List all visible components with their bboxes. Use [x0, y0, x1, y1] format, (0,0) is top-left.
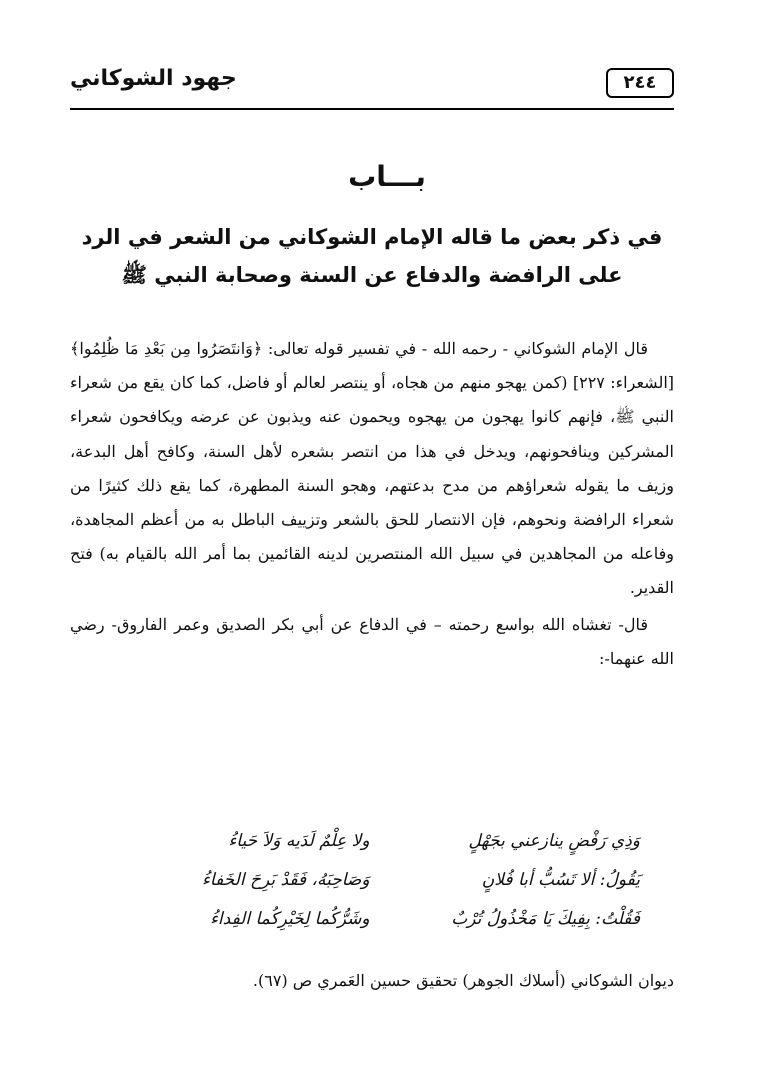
- chapter-title: بـــاب: [348, 160, 426, 193]
- verse-3: [120, 900, 640, 939]
- chapter-subtitle: [70, 218, 674, 294]
- source-citation: ديوان الشوكاني (أسلاك الجوهر) تحقيق حسين العَمري ص (٦٧).: [252, 971, 674, 990]
- body-text: [70, 332, 674, 676]
- verse-3-second-hemistich: وشَرُّكُما لِخَيْرِكُما الفِداءُ: [209, 909, 370, 929]
- poem: [120, 822, 640, 939]
- subtitle-line-2: على الرافضة والدفاع عن السنة وصحابة النبي ﷺ: [121, 263, 623, 287]
- running-title: جهود الشوكاني: [70, 66, 237, 91]
- verse-1: [120, 822, 640, 861]
- verse-2-second-hemistich: وَصَاحِبَهُ، فَقَدْ بَرِحَ الخَفاءُ: [201, 870, 370, 890]
- subtitle-line-1: في ذكر بعض ما قاله الإمام الشوكاني من الشعر في الرد: [81, 225, 663, 249]
- verse-1-second-hemistich: ولا عِلْمٌ لَدَيه وَلاَ حَياءُ: [228, 831, 370, 851]
- verse-1-first-hemistich: وَذِي رَفْضٍ ينازعني بجَهْلٍ: [468, 831, 640, 851]
- verse-2-first-hemistich: يَقُولُ: ألا تَسُبُّ أبا فُلانٍ: [481, 870, 640, 890]
- paragraph-1: قال الإمام الشوكاني - رحمه الله - في تفسير قوله تعالى: ﴿وَانتَصَرُوا مِن بَعْدِ مَا ظُلِمُوا﴾ [الشعراء: ٢٢٧] (كمن يهجو منهم من هجاه، أو ينتصر لعالم أو فاضل، كما كان يقع من شعراء النبي ﷺ، فإنهم كانوا يهجون من يهجوه ويحمون عنه ويذبون عن عرضه ويكافحون شعراء المشركين وينافحونهم، ويدخل في هذا من انتصر بشعره لأهل السنة، وكافح أهل البدعة، وزيف ما يقوله شعراؤهم من مدح بدعتهم، وهجو السنة المطهرة، كما يقع ذلك كثيرًا من شعراء الرافضة ونحوهم، فإن الانتصار للحق بالشعر وتزييف الباطل به من أعظم المجاهدة، وفاعله من المجاهدين في سبيل الله المنتصرين لدينه القائمين بما أمر الله بالقيام به) فتح القدير.: [70, 339, 675, 598]
- verse-2: [120, 861, 640, 900]
- paragraph-2: قال- تغشاه الله بواسع رحمته – في الدفاع عن أبي بكر الصديق وعمر الفاروق- رضي الله عنهما-:: [70, 614, 674, 668]
- verse-3-first-hemistich: فَقُلْتُ: بِفِيكَ يَا مَخْذُولُ تُرْبٌ: [451, 909, 640, 929]
- page-number: ٢٤٤: [606, 68, 674, 98]
- page-header: [70, 66, 674, 100]
- header-rule: [70, 108, 674, 110]
